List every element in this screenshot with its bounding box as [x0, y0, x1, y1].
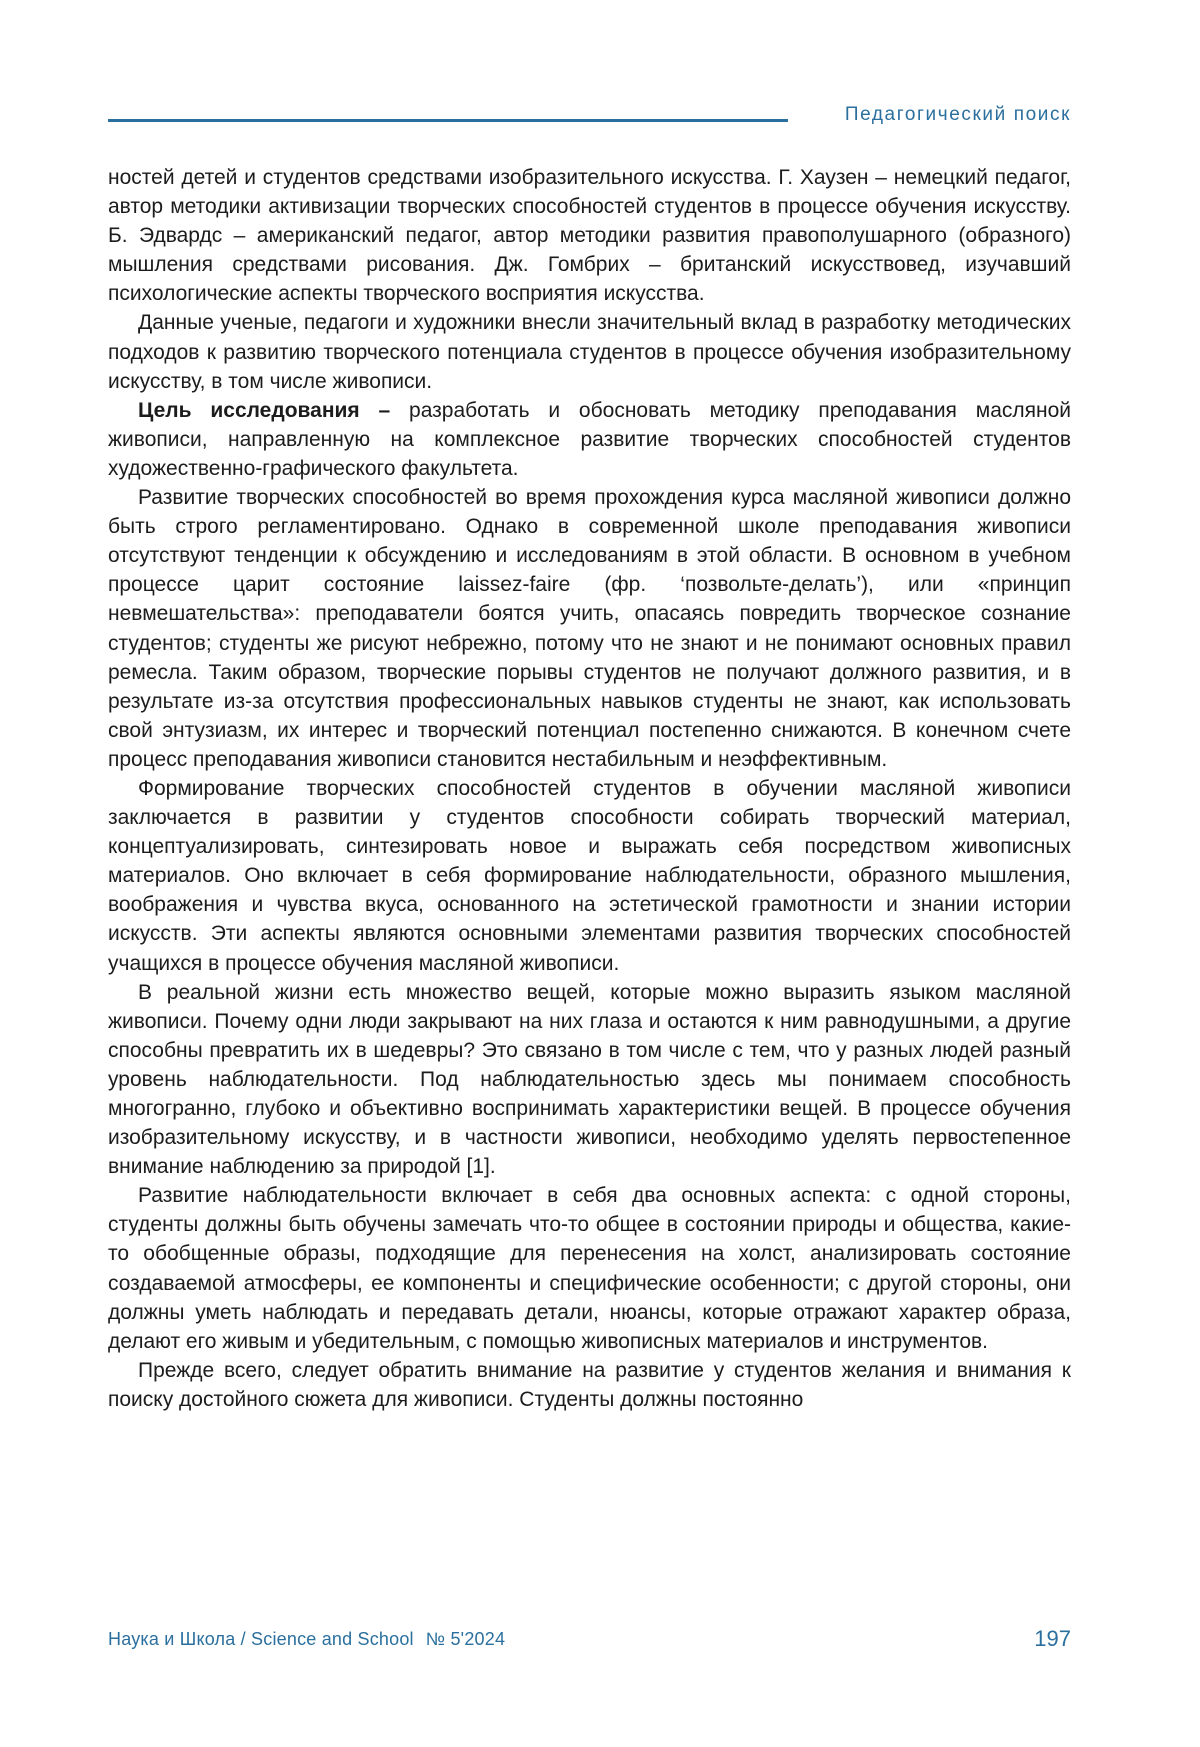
- research-goal-label: Цель исследования –: [138, 398, 391, 422]
- journal-name: Наука и Школа / Science and School: [108, 1629, 414, 1649]
- paragraph-8: Прежде всего, следует обратить внимание на развитие у студентов желания и внимания к поиску достойного сюжета для живописи. Студенты должны постоянно: [108, 1358, 1071, 1411]
- paragraph-6: В реальной жизни есть множество вещей, которые можно выразить языком масляной живописи. Почему одни люди закрывают на них глаза и остаются к ним равнодушными, а другие способны превратить их в шедевры? Это связано в том числе с тем, что у разных людей разный уровень наблюдательности. Под наблюдательностью здесь мы понимаем способность многогранно, глубоко и объективно воспринимать характеристики вещей. В процессе обучения изобразительному искусству, и в частности живописи, необходимо уделять первостепенное внимание наблюдению за природой [1].: [108, 980, 1071, 1179]
- paragraph-5: Формирование творческих способностей студентов в обучении масляной живописи заключается в развитии у студентов способности собирать творческий материал, концептуализировать, синтезировать новое и выражать себя посредством живописных материалов. Оно включает в себя формирование наблюдательности, образного мышления, воображения и чувства вкуса, основанного на эстетической грамотности и знании истории искусств. Эти аспекты являются основными элементами развития творческих способностей учащихся в процессе обучения масляной живописи.: [108, 776, 1071, 975]
- paragraph-7: Развитие наблюдательности включает в себя два основных аспекта: с одной стороны, студенты должны быть обучены замечать что-то общее в состоянии природы и общества, какие-то обобщенные образы, подходящие для перенесения на холст, анализировать состояние создаваемой атмосферы, ее компоненты и специфические особенности; с другой стороны, они должны уметь наблюдать и передавать детали, нюансы, которые отражают характер образа, делают его живым и убедительным, с помощью живописных материалов и инструментов.: [108, 1184, 1071, 1353]
- section-title: Педагогический поиск: [844, 104, 1071, 125]
- journal-title: [108, 1629, 505, 1650]
- research-goal-text: разработать и обосновать методику преподавания масляной живописи, направленную на комплексное развитие творческих способностей студентов художественно-графического факультета.: [108, 398, 1072, 480]
- paragraph-4: Развитие творческих способностей во время прохождения курса масляной живописи должно быть строго регламентировано. Однако в современной школе преподавания живописи отсутствуют тенденции к обсуждению и исследованиям в этой области. В основном в учебном процессе царит состояние laissez-faire (фр. ‘позвольте-делать’), или «принцип невмешательства»: преподаватели боятся учить, опасаясь повредить творческое сознание студентов; студенты же рисуют небрежно, потому что не знают и не понимают основных правил ремесла. Таким образом, творческие порывы студентов не получают должного развития, и в результате из-за отсутствия профессиональных навыков студенты не знают, как использовать свой энтузиазм, их интерес и творческий потенциал постепенно снижаются. В конечном счете процесс преподавания живописи становится нестабильным и неэффективным.: [108, 486, 1071, 771]
- issue-number: № 5'2024: [425, 1629, 506, 1649]
- article-body: [108, 163, 1071, 1414]
- paragraph-2: Данные ученые, педагоги и художники внесли значительный вклад в разработку методических подходов к развитию творческого потенциала студентов в процессе обучения изобразительному искусству, в том числе живописи.: [108, 311, 1071, 393]
- page-footer: [108, 1626, 1071, 1654]
- paragraph-3: [108, 396, 1071, 483]
- page-number: 197: [1034, 1626, 1071, 1651]
- header-rule: [108, 119, 788, 122]
- running-header: [108, 104, 1071, 126]
- paragraph-1: ностей детей и студентов средствами изобразительного искусства. Г. Хаузен – немецкий педагог, автор методики активизации творческих способностей студентов в процессе обучения искусству. Б. Эдвардс – американский педагог, автор методики развития правополушарного (образного) мышления средствами рисования. Дж. Гомбрих – британский искусствовед, изучавший психологические аспекты творческого восприятия искусства.: [108, 166, 1071, 306]
